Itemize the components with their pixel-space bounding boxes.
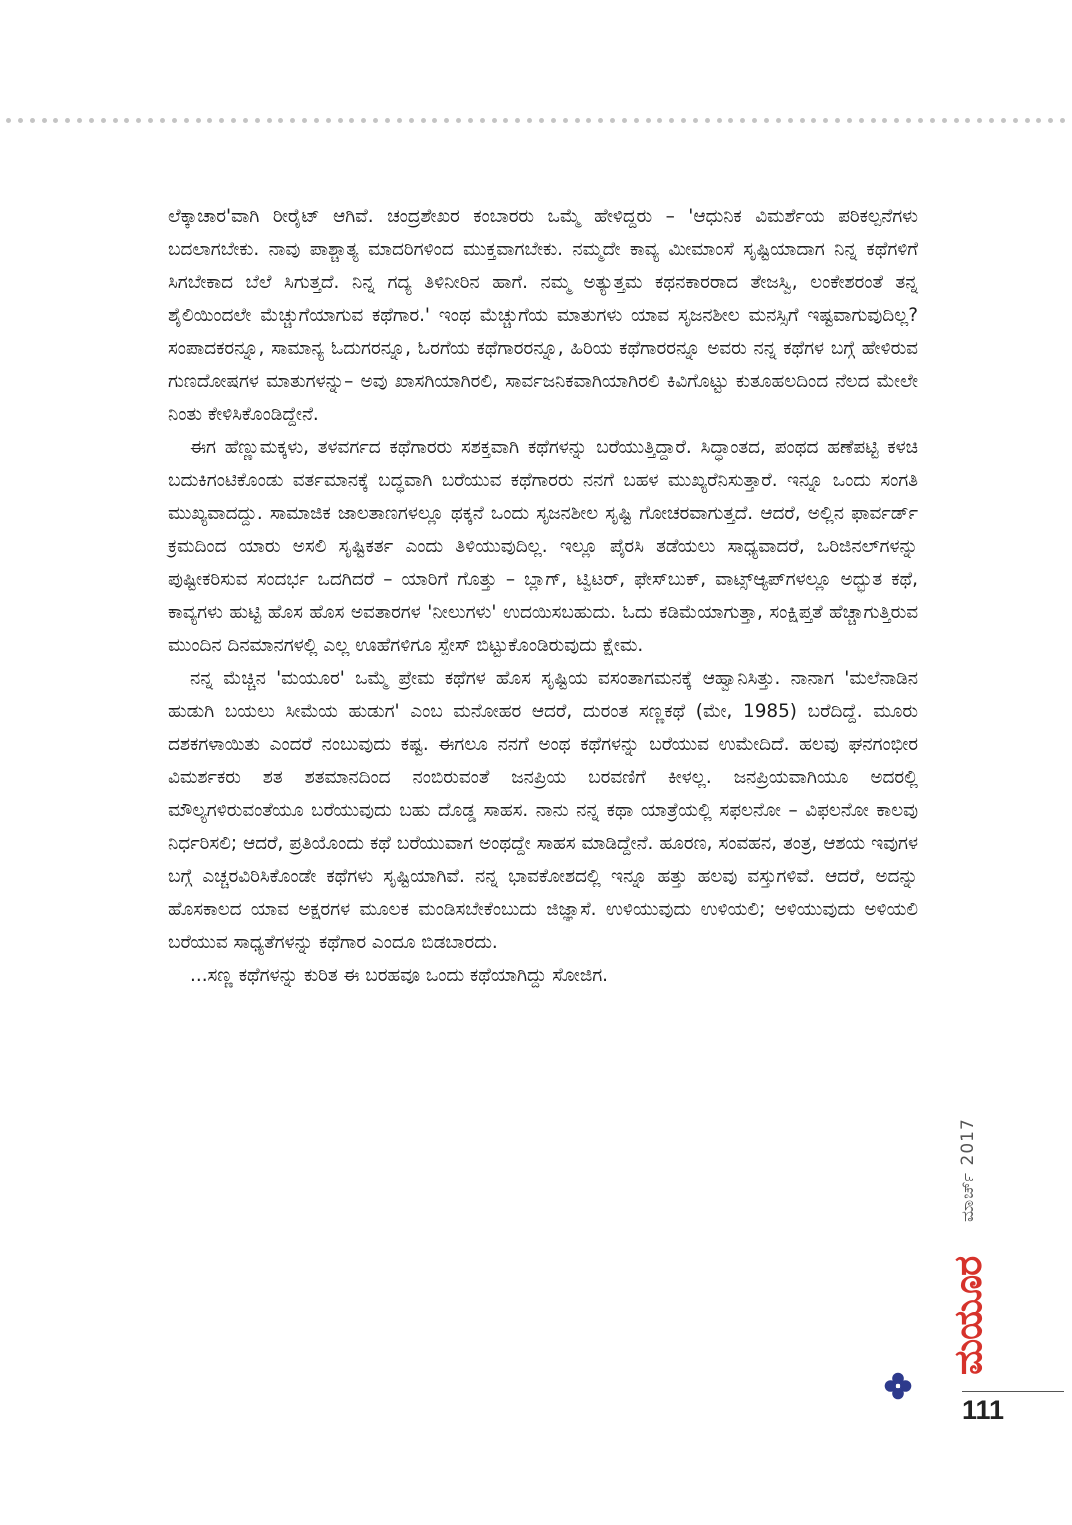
rule-dot [101, 118, 106, 123]
page-number: 111 [962, 1395, 1005, 1425]
rule-dot [515, 118, 520, 123]
rule-dot [207, 118, 212, 123]
rule-dot [811, 118, 816, 123]
rule-dot [421, 118, 426, 123]
rule-dot [278, 118, 283, 123]
rule-dot [764, 118, 769, 123]
rule-dot [18, 118, 23, 123]
rule-dot [1025, 118, 1030, 123]
rule-dot [30, 118, 35, 123]
rule-dot [657, 118, 662, 123]
rule-dot [409, 118, 414, 123]
rule-dot [871, 118, 876, 123]
rule-dot [646, 118, 651, 123]
paragraph-mayura-invitation: ನನ್ನ ಮೆಚ್ಚಿನ 'ಮಯೂರ' ಒಮ್ಮೆ ಪ್ರೇಮ ಕಥೆಗಳ ಹೊಸ ಸೃಷ್ಟಿಯ ವಸಂತಾಗಮನಕ್ಕೆ ಆಹ್ವಾನಿಸಿತ್ತು. ನಾನಾಗ 'ಮಲೆನಾಡಿನ ಹುಡುಗಿ ಬಯಲು ಸೀಮೆಯ ಹುಡುಗ' ಎಂಬ ಮನೋಹರ ಆದರೆ, ದುರಂತ ಸಣ್ಣಕಥೆ (ಮೇ, 1985) ಬರೆದಿದ್ದೆ. ಮೂರು ದಶಕಗಳಾಯಿತು ಎಂದರೆ ನಂಬುವುದು ಕಷ್ಟ. ಈಗಲೂ ನನಗೆ ಅಂಥ ಕಥೆಗಳನ್ನು ಬರೆಯುವ ಉಮೇದಿದೆ. ಹಲವು ಘನಗಂಭೀರ ವಿಮರ್ಶಕರು ಶತ ಶತಮಾನದಿಂದ ನಂಬಿರುವಂತೆ ಜನಪ್ರಿಯ ಬರವಣಿಗೆ ಕೀಳಲ್ಲ. ಜನಪ್ರಿಯವಾಗಿಯೂ ಅದರಲ್ಲಿ ಮೌಲ್ಯಗಳಿರುವಂತೆಯೂ ಬರೆಯುವುದು ಬಹು ದೊಡ್ಡ ಸಾಹಸ. ನಾನು ನನ್ನ ಕಥಾ ಯಾತ್ರೆಯಲ್ಲಿ ಸಫಲನೋ – ವಿಫಲನೋ ಕಾಲವು ನಿರ್ಧರಿಸಲಿ; ಆದರೆ, ಪ್ರತಿಯೊಂದು ಕಥೆ ಬರೆಯುವಾಗ ಅಂಥದ್ದೇ ಸಾಹಸ ಮಾಡಿದ್ದೇನೆ. ಹೂರಣ, ಸಂವಹನ, ತಂತ್ರ, ಆಶಯ ಇವುಗಳ ಬಗ್ಗೆ ಎಚ್ಚರವಿರಿಸಿಕೊಂಡೇ ಕಥೆಗಳು ಸೃಷ್ಟಿಯಾಗಿವೆ. ನನ್ನ ಭಾವಕೋಶದಲ್ಲಿ ಇನ್ನೂ ಹತ್ತು ಹಲವು ವಸ್ತುಗಳಿವೆ. ಆದರೆ, ಅದನ್ನು ಹೊಸಕಾಲದ ಯಾವ ಅಕ್ಷರಗಳ ಮೂಲಕ ಮಂಡಿಸಬೇಕೆಂಬುದು ಜಿಜ್ಞಾಸೆ. ಉಳಿಯುವುದು ಉಳಿಯಲಿ; ಅಳಿಯುವುದು ಅಳಿಯಲಿ ಬರೆಯುವ ಸಾಧ್ಯತೆಗಳನ್ನು ಕಥೆಗಾರ ಎಂದೂ ಬಿಡಬಾರದು. [168, 668, 918, 953]
rule-dot [302, 118, 307, 123]
rule-dot [290, 118, 295, 123]
paragraph-continued: ಲೆಕ್ಕಾಚಾರ'ವಾಗಿ ರೀರೈಟ್ ಆಗಿವೆ. ಚಂದ್ರಶೇಖರ ಕಂಬಾರರು ಒಮ್ಮೆ ಹೇಳಿದ್ದರು – 'ಆಧುನಿಕ ವಿಮರ್ಶೆಯ ಪರಿಕಲ್ಪನೆಗಳು ಬದಲಾಗಬೇಕು. ನಾವು ಪಾಶ್ಚಾತ್ಯ ಮಾದರಿಗಳಿಂದ ಮುಕ್ತವಾಗಬೇಕು. ನಮ್ಮದೇ ಕಾವ್ಯ ಮೀಮಾಂಸೆ ಸೃಷ್ಟಿಯಾದಾಗ ನಿನ್ನ ಕಥೆಗಳಿಗೆ ಸಿಗಬೇಕಾದ ಬೆಲೆ ಸಿಗುತ್ತದೆ. ನಿನ್ನ ಗದ್ಯ ತಿಳಿನೀರಿನ ಹಾಗೆ. ನಮ್ಮ ಅತ್ಯುತ್ತಮ ಕಥನಕಾರರಾದ ತೇಜಸ್ವಿ, ಲಂಕೇಶರಂತೆ ತನ್ನ ಶೈಲಿಯಿಂದಲೇ ಮೆಚ್ಚುಗೆಯಾಗುವ ಕಥೆಗಾರ.' ಇಂಥ ಮೆಚ್ಚುಗೆಯ ಮಾತುಗಳು ಯಾವ ಸೃಜನಶೀಲ ಮನಸ್ಸಿಗೆ ಇಷ್ಟವಾಗುವುದಿಲ್ಲ? ಸಂಪಾದಕರನ್ನೂ, ಸಾಮಾನ್ಯ ಓದುಗರನ್ನೂ, ಓರಗೆಯ ಕಥೆಗಾರರನ್ನೂ, ಹಿರಿಯ ಕಥೆಗಾರರನ್ನೂ ಅವರು ನನ್ನ ಕಥೆಗಳ ಬಗ್ಗೆ ಹೇಳಿರುವ ಗುಣದೋಷಗಳ ಮಾತುಗಳನ್ನು– ಅವು ಖಾಸಗಿಯಾಗಿರಲಿ, ಸಾರ್ವಜನಿಕವಾಗಿಯಾಗಿರಲಿ ಕಿವಿಗೊಟ್ಟು ಕುತೂಹಲದಿಂದ ನೆಲದ ಮೇಲೇ ನಿಂತು ಕೇಳಿಸಿಕೊಂಡಿದ್ದೇನೆ. [168, 206, 918, 425]
magazine-logo: ಮಯೂರ [946, 1256, 990, 1375]
rule-dot [1013, 118, 1018, 123]
rule-dot [65, 118, 70, 123]
paragraph-closing: ...ಸಣ್ಣ ಕಥೆಗಳನ್ನು ಕುರಿತ ಈ ಬರಹವೂ ಒಂದು ಕಥೆಯಾಗಿದ್ದು ಸೋಜಿಗ. [190, 965, 608, 986]
rule-dot [42, 118, 47, 123]
rule-dot [752, 118, 757, 123]
rule-dot [563, 118, 568, 123]
rule-dot [800, 118, 805, 123]
rule-dot [977, 118, 982, 123]
rule-dot [693, 118, 698, 123]
rule-dot [598, 118, 603, 123]
rule-dot [835, 118, 840, 123]
rule-dot [503, 118, 508, 123]
rule-dot [89, 118, 94, 123]
rule-dot [788, 118, 793, 123]
rule-dot [1001, 118, 1006, 123]
rule-dot [634, 118, 639, 123]
rule-dot [1036, 118, 1041, 123]
rule-dot [717, 118, 722, 123]
rule-dot [776, 118, 781, 123]
page-number-rule [962, 1391, 1064, 1392]
rule-dot [681, 118, 686, 123]
rule-dot [148, 118, 153, 123]
rule-dot [255, 118, 260, 123]
rule-dot [551, 118, 556, 123]
rule-dot [586, 118, 591, 123]
rule-dot [894, 118, 899, 123]
rule-dot [326, 118, 331, 123]
rule-dot [740, 118, 745, 123]
rule-dot [954, 118, 959, 123]
rule-dot [989, 118, 994, 123]
rule-dot [622, 118, 627, 123]
rule-dot [136, 118, 141, 123]
rule-dot [456, 118, 461, 123]
rule-dot [705, 118, 710, 123]
rule-dot [113, 118, 118, 123]
rule-dot [361, 118, 366, 123]
rule-dot [918, 118, 923, 123]
rule-dot [243, 118, 248, 123]
rule-dot [847, 118, 852, 123]
rule-dot [77, 118, 82, 123]
rule-dot [942, 118, 947, 123]
rule-dot [172, 118, 177, 123]
rule-dot [432, 118, 437, 123]
rule-dot [373, 118, 378, 123]
rule-dot [1048, 118, 1053, 123]
rule-dot [728, 118, 733, 123]
dotted-header-rule [0, 118, 1072, 126]
rule-dot [219, 118, 224, 123]
rule-dot [859, 118, 864, 123]
rule-dot [53, 118, 58, 123]
four-petal-clover-icon [884, 1372, 912, 1400]
rule-dot [267, 118, 272, 123]
rule-dot [314, 118, 319, 123]
rule-dot [669, 118, 674, 123]
article-body [168, 200, 918, 992]
rule-dot [965, 118, 970, 123]
rule-dot [184, 118, 189, 123]
rule-dot [930, 118, 935, 123]
rule-dot [6, 118, 11, 123]
rule-dot [385, 118, 390, 123]
rule-dot [444, 118, 449, 123]
rule-dot [338, 118, 343, 123]
rule-dot [160, 118, 165, 123]
rule-dot [610, 118, 615, 123]
rule-dot [468, 118, 473, 123]
rule-dot [823, 118, 828, 123]
rule-dot [231, 118, 236, 123]
issue-date: ಮಾರ್ಚ್ 2017 [958, 1118, 978, 1222]
rule-dot [906, 118, 911, 123]
rule-dot [349, 118, 354, 123]
rule-dot [480, 118, 485, 123]
rule-dot [882, 118, 887, 123]
rule-dot [492, 118, 497, 123]
rule-dot [527, 118, 532, 123]
paragraph-women-writers: ಈಗ ಹೆಣ್ಣುಮಕ್ಕಳು, ತಳವರ್ಗದ ಕಥೆಗಾರರು ಸಶಕ್ತವಾಗಿ ಕಥೆಗಳನ್ನು ಬರೆಯುತ್ತಿದ್ದಾರೆ. ಸಿದ್ಧಾಂತದ, ಪಂಥದ ಹಣೆಪಟ್ಟಿ ಕಳಚಿ ಬದುಕಿಗಂಟಿಕೊಂಡು ವರ್ತಮಾನಕ್ಕೆ ಬದ್ಧವಾಗಿ ಬರೆಯುವ ಕಥೆಗಾರರು ನನಗೆ ಬಹಳ ಮುಖ್ಯರೆನಿಸುತ್ತಾರೆ. ಇನ್ನೂ ಒಂದು ಸಂಗತಿ ಮುಖ್ಯವಾದದ್ದು. ಸಾಮಾಜಿಕ ಜಾಲತಾಣಗಳಲ್ಲೂ ಥಕ್ಕನೆ ಒಂದು ಸೃಜನಶೀಲ ಸೃಷ್ಟಿ ಗೋಚರವಾಗುತ್ತದೆ. ಆದರೆ, ಅಲ್ಲಿನ ಫಾರ್ವರ್ಡ್ ಕ್ರಮದಿಂದ ಯಾರು ಅಸಲಿ ಸೃಷ್ಟಿಕರ್ತ ಎಂದು ತಿಳಿಯುವುದಿಲ್ಲ. ಇಲ್ಲೂ ಪೈರಸಿ ತಡೆಯಲು ಸಾಧ್ಯವಾದರೆ, ಒರಿಜಿನಲ್‌ಗಳನ್ನು ಪುಷ್ಟೀಕರಿಸುವ ಸಂದರ್ಭ ಒದಗಿದರೆ – ಯಾರಿಗೆ ಗೊತ್ತು – ಬ್ಲಾಗ್, ಟ್ವಿಟರ್, ಫೇಸ್‌ಬುಕ್, ವಾಟ್ಸ್‌ಆ್ಯಪ್‌ಗಳಲ್ಲೂ ಅದ್ಭುತ ಕಥೆ, ಕಾವ್ಯಗಳು ಹುಟ್ಟಿ ಹೊಸ ಹೊಸ ಅವತಾರಗಳ 'ನೀಲುಗಳು' ಉದಯಿಸಬಹುದು. ಓದು ಕಡಿಮೆಯಾಗುತ್ತಾ, ಸಂಕ್ಷಿಪ್ತತೆ ಹೆಚ್ಚಾಗುತ್ತಿರುವ ಮುಂದಿನ ದಿನಮಾನಗಳಲ್ಲಿ ಎಲ್ಲ ಊಹೆಗಳಿಗೂ ಸ್ಪೇಸ್ ಬಿಟ್ಟುಕೊಂಡಿರುವುದು ಕ್ಷೇಮ. [168, 437, 918, 656]
rule-dot [539, 118, 544, 123]
rule-dot [575, 118, 580, 123]
rule-dot [397, 118, 402, 123]
rule-dot [196, 118, 201, 123]
rule-dot [124, 118, 129, 123]
rule-dot [1060, 118, 1065, 123]
